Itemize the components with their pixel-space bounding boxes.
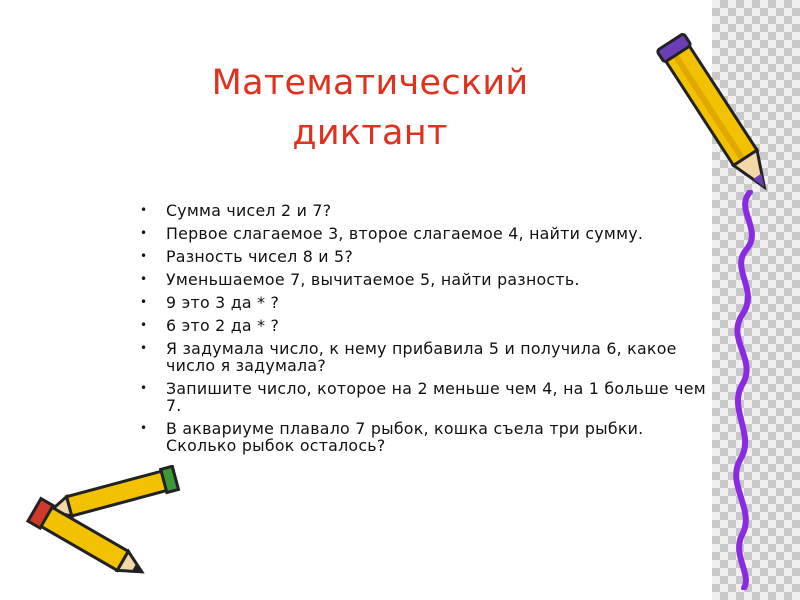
bullet-icon: • [140,226,148,240]
list-item: • В аквариуме плавало 7 рыбок, кошка съела три рыбки. Сколько рыбок осталось? [140,419,644,455]
bullet-icon: • [140,381,148,395]
bullet-icon: • [140,318,148,332]
bullet-icon: • [140,295,148,309]
bullet-icon: • [140,272,148,286]
list-item: • Разность чисел 8 и 5? [140,247,353,266]
list-item: • Уменьшаемое 7, вычитаемое 5, найти разность. [140,270,580,289]
slide-title [150,58,590,158]
list-item: • Я задумала число, к нему прибавила 5 и получила 6, какое число я задумала? [140,339,677,375]
squiggle-decoration [712,190,772,590]
title-line-1: Математический [211,63,529,103]
bullet-icon: • [140,203,148,217]
list-item: • Сумма чисел 2 и 7? [140,201,332,220]
list-item: • Запишите число, которое на 2 меньше чем 4, на 1 больше чем 7. [140,379,706,415]
question-list [138,202,713,460]
pencils-clipart-icon [20,465,190,575]
bullet-icon: • [140,421,148,435]
bullet-icon: • [140,249,148,263]
list-item: • Первое слагаемое 3, второе слагаемое 4, найти сумму. [140,224,644,243]
list-item: • 6 это 2 да * ? [140,316,280,335]
pencil-clipart-icon [655,25,785,210]
list-item: • 9 это 3 да * ? [140,293,280,312]
bullet-icon: • [140,341,148,355]
title-line-2: диктант [292,113,448,153]
